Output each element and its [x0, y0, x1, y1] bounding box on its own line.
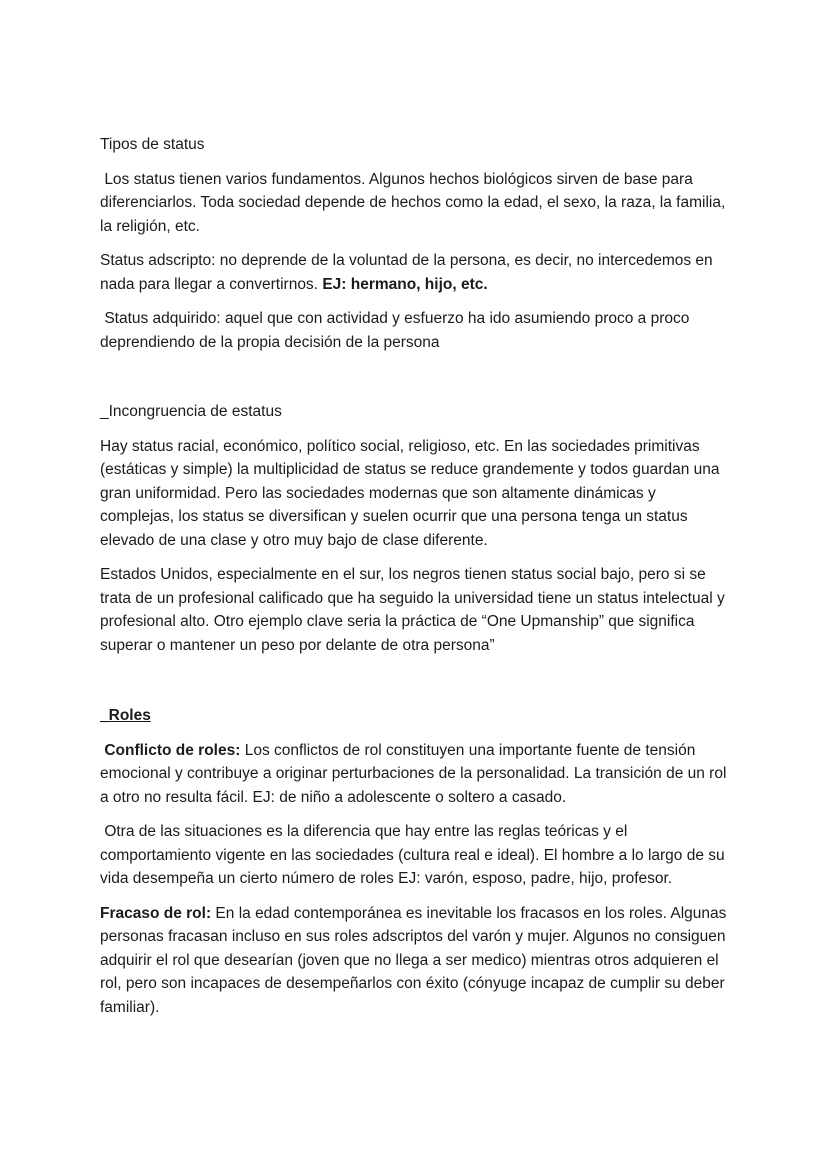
paragraph-status-adscripto	[100, 249, 728, 296]
fracaso-de-rol-text: En la edad contemporánea es inevitable los fracasos en los roles. Algunas personas fracasan incluso en sus roles adscriptos del varón y mujer. Algunos no consiguen adquirir el rol que desearían (joven que no llega a ser medico) mientras otros adquieren el rol, pero son incapaces de desempeñarlos con éxito (cónyuge incapaz de cumplir su deber familiar).	[100, 904, 727, 1016]
paragraph-status-adquirido: Status adquirido: aquel que con actividad y esfuerzo ha ido asumiendo proco a proco deprendiendo de la propia decisión de la persona	[100, 310, 694, 351]
paragraph-fundamentos: Los status tienen varios fundamentos. Algunos hechos biológicos sirven de base para diferenciarlos. Toda sociedad depende de hechos como la edad, el sexo, la raza, la familia, la religión, etc.	[100, 170, 730, 235]
paragraph-status-tipos-sociedades: Hay status racial, económico, político social, religioso, etc. En las sociedades primitivas (estáticas y simple) la multiplicidad de status se reduce grandemente y todos guardan una gran uniformidad. Pero las sociedades modernas que son altamente dinámicas y complejas, los status se diversifican y suelen ocurrir que una persona tenga un status elevado de una clase y otro muy bajo de clase diferente.	[100, 437, 720, 549]
section-spacer	[100, 365, 728, 400]
paragraph-fracaso-de-rol	[100, 902, 728, 1020]
example-bold-text: EJ: hermano, hijo, etc.	[322, 275, 488, 293]
section-spacer	[100, 668, 728, 704]
paragraph-status-adscripto-text: Status adscripto: no deprende de la voluntad de la persona, es decir, no intercedemos en nada para llegar a convertirnos.	[100, 252, 713, 293]
fracaso-de-rol-label: Fracaso de rol:	[100, 904, 212, 922]
paragraph-estados-unidos: Estados Unidos, especialmente en el sur, los negros tienen status social bajo, pero si se trata de un profesional calificado que ha seguido la universidad tiene un status intelectual y profesional alto. Otro ejemplo clave seria la práctica de “One Upmanship” que significa superar o mantener un peso por delante de otra persona”	[100, 566, 725, 654]
document-page	[100, 133, 731, 1030]
section-title-tipos-de-status: Tipos de status	[100, 136, 205, 153]
conflicto-de-roles-text: Los conflictos de rol constituyen una importante fuente de tensión emocional y contribuye a originar perturbaciones de la personalidad. La transición de un rol a otro no resulta fácil. EJ: de niño a adolescente o soltero a casado.	[100, 741, 731, 806]
section-title-incongruencia: _Incongruencia de estatus	[100, 403, 282, 420]
paragraph-conflicto-de-roles	[100, 739, 731, 810]
paragraph-reglas-teoricas: Otra de las situaciones es la diferencia que hay entre las reglas teóricas y el comportamiento vigente en las sociedades (cultura real e ideal). El hombre a lo largo de su vida desempeña un cierto número de roles EJ: varón, esposo, padre, hijo, profesor.	[100, 823, 729, 887]
conflicto-de-roles-label: Conflicto de roles:	[100, 741, 241, 759]
section-title-roles: _Roles	[100, 707, 151, 724]
